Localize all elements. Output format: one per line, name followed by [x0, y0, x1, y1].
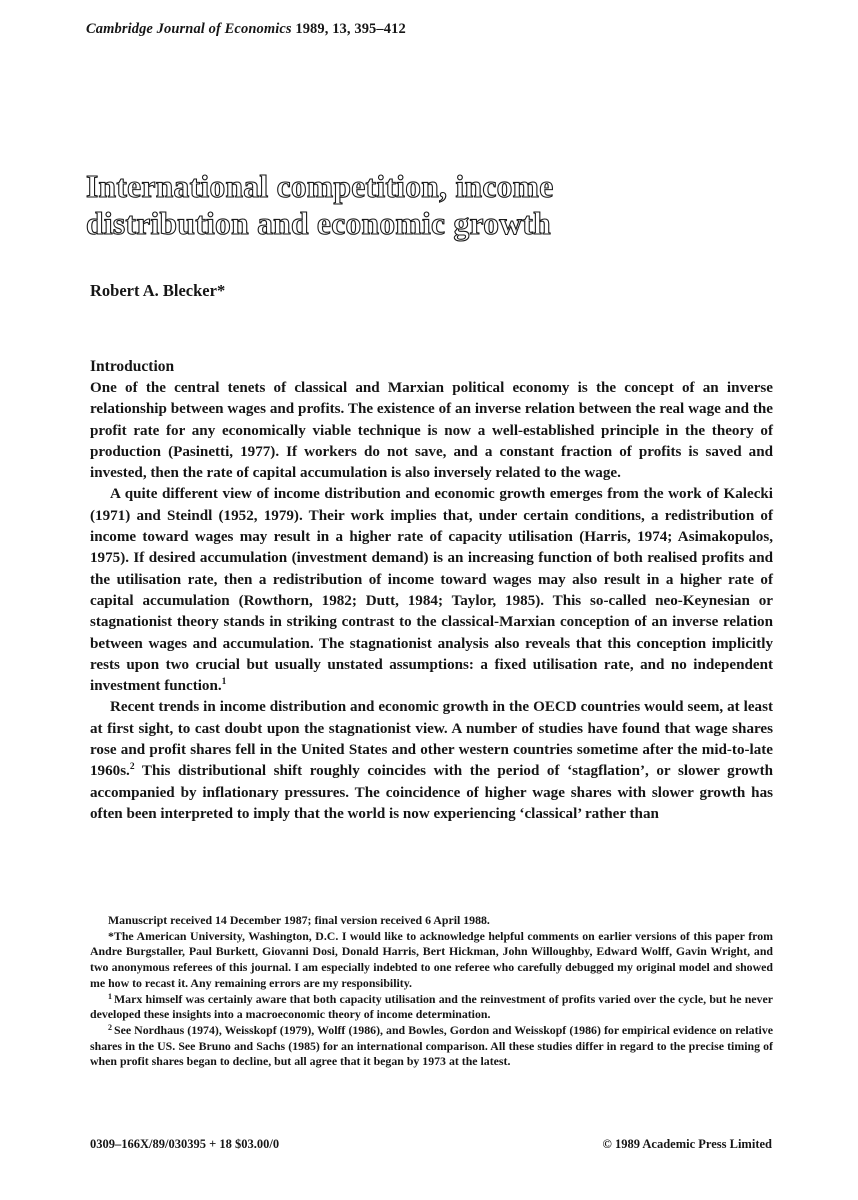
section-heading: Introduction — [90, 358, 175, 375]
running-head — [86, 21, 406, 38]
author-footnote-mark: * — [216, 281, 226, 300]
paragraph-3-text-b: This distributional shift roughly coincides with the period of ‘stagflation’, or slower growth accompanied by inflationary pressures. The coincidence of higher wage shares with slower growth has often been interpreted to imply that the world is now experiencing ‘classical’ rather than — [90, 763, 773, 822]
issn-code: 0309–166X/89/030395 + 18 $03.00/0 — [90, 1137, 280, 1151]
journal-name: Cambridge Journal of Economics — [86, 21, 292, 37]
footnote-2 — [90, 1023, 773, 1070]
footnote-2-mark: 2 — [108, 1022, 112, 1032]
footnote-affiliation: *The American University, Washington, D.C. I would like to acknowledge helpful comments on earlier versions of this paper from Andre Burgstaller, Paul Burkett, Giovanni Dosi, Donald Harris, Bert Hickman, John Willoughby, Edward Wolff, Gavin Wright, and two anonymous referees of this journal. I am especially indebted to one referee who carefully debugged my original model and showed me how to recast it. Any remaining errors are my responsibility. — [90, 928, 773, 990]
paragraph-3 — [90, 697, 773, 825]
footnote-ref-1: 1 — [221, 677, 227, 688]
journal-citation: 1989, 13, 395–412 — [291, 21, 406, 37]
paragraph-2 — [90, 484, 773, 697]
footnotes — [90, 913, 773, 1070]
paragraph-3-text-a: Recent trends in income distribution and economic growth in the OECD countries would seem, at least at first sight, to cast doubt upon the stagnationist view. A number of studies have found that wage shares rose and profit shares fell in the United States and other western countries sometime after the mid-to-late 1960s. — [90, 699, 773, 780]
title-line-2: distribution and economic growth — [86, 206, 551, 241]
footnote-2-text: See Nordhaus (1974), Weisskopf (1979), Wolff (1986), and Bowles, Gordon and Weisskopf (1986) for empirical evidence on relative shares in the US. See Bruno and Sachs (1985) for an international comparison. All these studies differ in regard to the precise timing of when profit shares began to decline, but all agree that it began by 1973 at the latest. — [90, 1022, 773, 1069]
article-body — [90, 378, 773, 825]
footnote-received: Manuscript received 14 December 1987; final version received 6 April 1988. — [108, 913, 490, 927]
title-line-1: International competition, income — [86, 169, 554, 204]
footnote-1-text: Marx himself was certainly aware that both capacity utilisation and the reinvestment of profits varied over the cycle, but he never developed these insights into a macroeconomic theory of income determination. — [90, 991, 773, 1022]
footnote-1-mark: 1 — [108, 991, 112, 1001]
article-title — [86, 168, 786, 242]
footnote-ref-2: 2 — [129, 762, 135, 773]
paragraph-1: One of the central tenets of classical and Marxian political economy is the concept of an inverse relationship between wages and profits. The existence of an inverse relation between the real wage and the profit rate for any economically viable technique is now a well-established principle in the theory of production (Pasinetti, 1977). If workers do not save, and a constant fraction of profits is saved and invested, then the rate of capital accumulation is also inversely related to the wage. — [90, 380, 773, 482]
paragraph-2-text: A quite different view of income distribution and economic growth emerges from the work of Kalecki (1971) and Steindl (1952, 1979). Their work implies that, under certain conditions, a redistribution of income toward wages may result in a higher rate of capacity utilisation (Harris, 1974; Asimakopulos, 1975). If desired accumulation (investment demand) is an increasing function of both realised profits and the utilisation rate, then a redistribution of income toward wages may also result in a higher rate of capital accumulation (Rowthorn, 1982; Dutt, 1984; Taylor, 1985). This so-called neo-Keynesian or stagnationist theory stands in striking contrast to the classical-Marxian conception of an inverse relation between wages and accumulation. The stagnationist analysis also reveals that this conception implicitly rests upon two crucial but usually unstated assumptions: a fixed utilisation rate, and no independent investment function. — [90, 486, 773, 695]
footnote-1 — [90, 992, 773, 1023]
author-name: Robert A. Blecker — [90, 281, 217, 300]
copyright-notice: © 1989 Academic Press Limited — [602, 1137, 772, 1151]
author-byline — [90, 281, 225, 301]
